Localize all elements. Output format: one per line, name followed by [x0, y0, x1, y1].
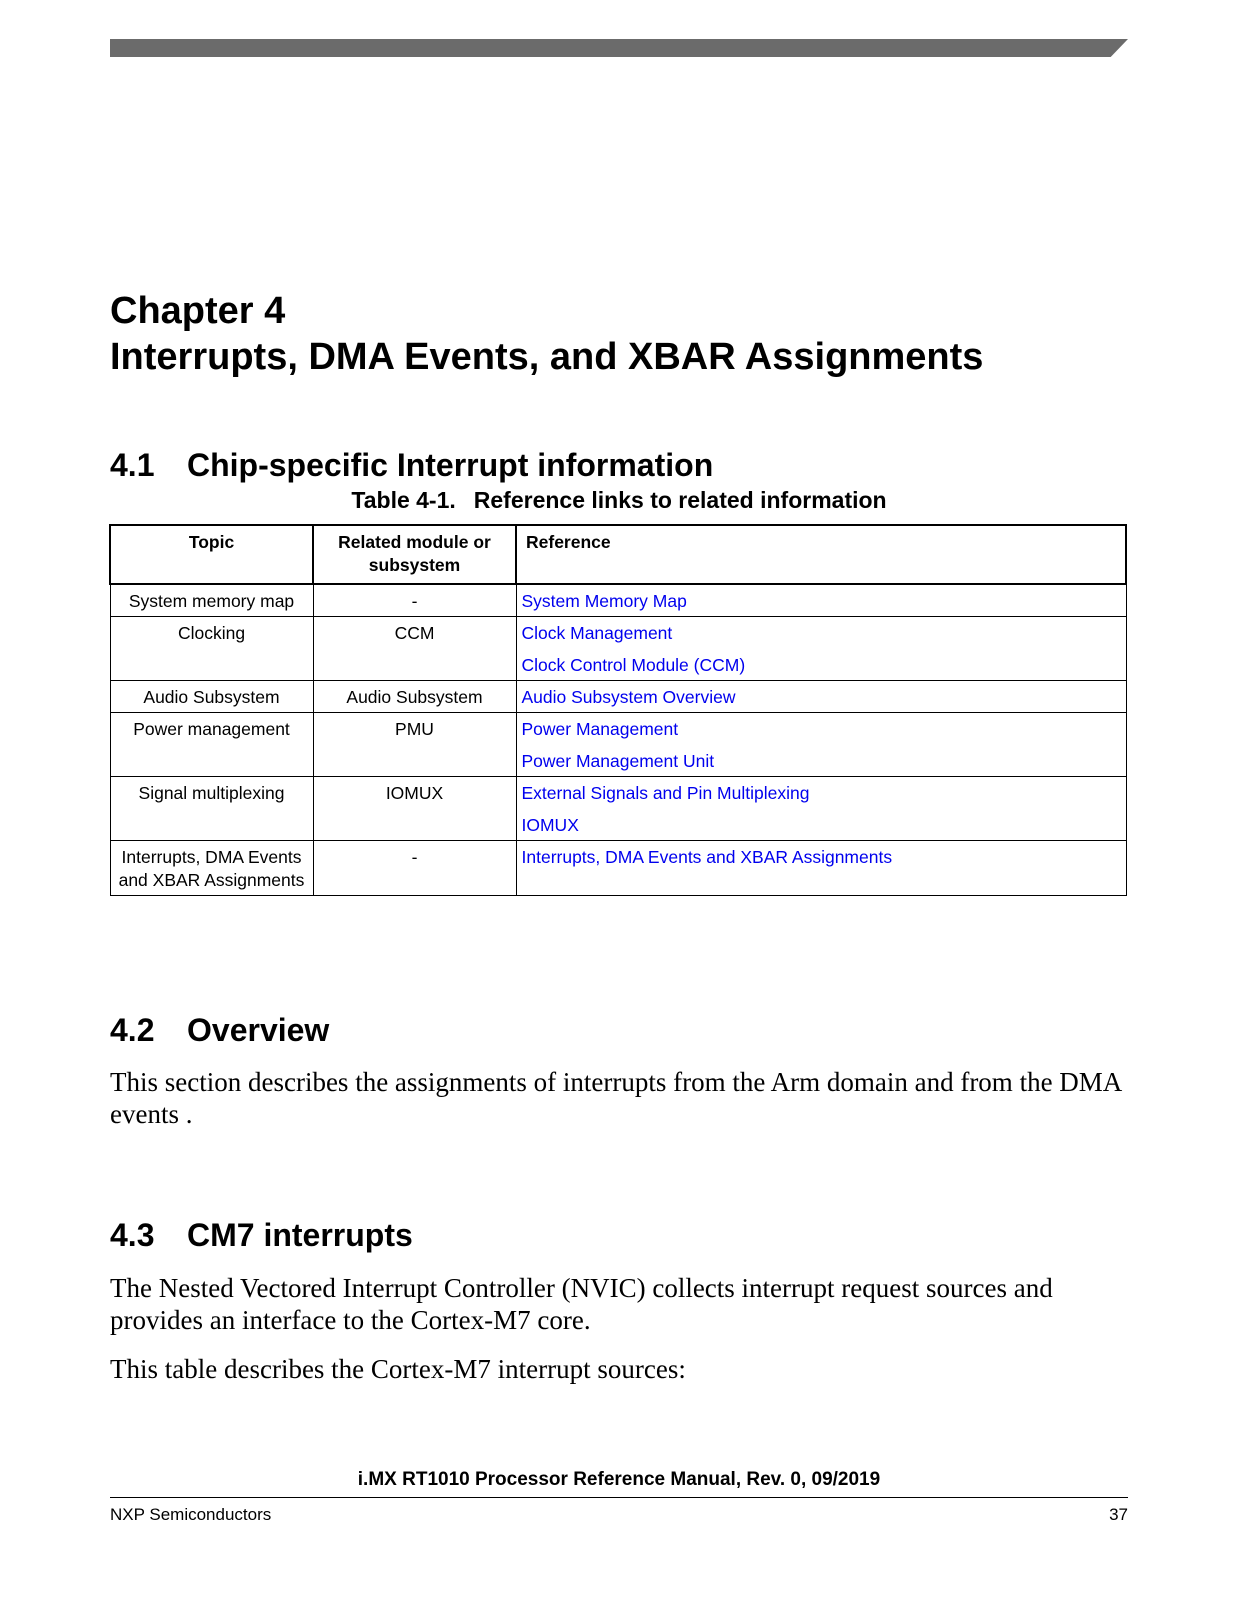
- reference-table: [109, 524, 1127, 896]
- module-cell: -: [313, 841, 516, 896]
- topic-cell: System memory map: [110, 584, 313, 617]
- header-bar: [110, 39, 1128, 57]
- topic-cell: Audio Subsystem: [110, 681, 313, 713]
- reference-cell: [516, 617, 1126, 681]
- table-caption-title: Reference links to related information: [473, 487, 887, 513]
- chapter-label: Chapter 4: [110, 290, 286, 332]
- reference-link[interactable]: Power Management Unit: [521, 751, 715, 771]
- reference-link[interactable]: Clock Control Module (CCM): [521, 655, 746, 675]
- cm7-paragraph-2: This table describes the Cortex-M7 interrupt sources:: [110, 1354, 686, 1384]
- section-number: 4.2: [110, 1012, 155, 1048]
- topic-cell: Interrupts, DMA Events and XBAR Assignments: [110, 841, 313, 896]
- table-row: [110, 584, 1126, 617]
- topic-cell: Power management: [110, 713, 313, 777]
- footer-company: NXP Semiconductors: [110, 1505, 272, 1524]
- reference-cell: [516, 681, 1126, 713]
- reference-link[interactable]: Clock Management: [521, 623, 673, 643]
- section-number: 4.1: [110, 447, 155, 483]
- overview-paragraph: This section describes the assignments of interrupts from the Arm domain and from the DMA events .: [110, 1067, 1121, 1129]
- section-4-2-heading: [110, 1011, 329, 1049]
- section-title: CM7 interrupts: [187, 1217, 413, 1253]
- topic-cell: Clocking: [110, 617, 313, 681]
- section-title: Chip-specific Interrupt information: [187, 447, 714, 483]
- table-row: [110, 617, 1126, 681]
- table-row: [110, 841, 1126, 896]
- reference-cell: [516, 584, 1126, 617]
- section-number: 4.3: [110, 1217, 155, 1253]
- section-4-3-heading: [110, 1216, 413, 1254]
- chapter-title: [110, 288, 983, 380]
- footer-divider: [110, 1497, 1128, 1498]
- section-4-1-heading: [110, 446, 713, 484]
- reference-link[interactable]: Audio Subsystem Overview: [521, 687, 736, 707]
- table-row: [110, 681, 1126, 713]
- module-cell: -: [313, 584, 516, 617]
- reference-cell: [516, 841, 1126, 896]
- reference-link[interactable]: External Signals and Pin Multiplexing: [521, 783, 810, 803]
- chapter-name: Interrupts, DMA Events, and XBAR Assignments: [110, 336, 984, 378]
- column-header-topic: Topic: [110, 525, 313, 584]
- footer-manual-title: i.MX RT1010 Processor Reference Manual, Rev. 0, 09/2019: [357, 1469, 881, 1490]
- module-cell: CCM: [313, 617, 516, 681]
- page-number: 37: [1109, 1505, 1128, 1524]
- module-cell: IOMUX: [313, 777, 516, 841]
- table-row: [110, 777, 1126, 841]
- column-header-reference: Reference: [516, 525, 1126, 584]
- reference-cell: [516, 713, 1126, 777]
- section-title: Overview: [187, 1012, 330, 1048]
- reference-cell: [516, 777, 1126, 841]
- reference-link[interactable]: Interrupts, DMA Events and XBAR Assignments: [521, 847, 893, 867]
- table-caption: [110, 486, 1128, 514]
- module-cell: Audio Subsystem: [313, 681, 516, 713]
- table-header-row: [110, 525, 1126, 584]
- table-caption-number: Table 4-1.: [351, 487, 456, 513]
- reference-link[interactable]: System Memory Map: [521, 591, 687, 611]
- table-row: [110, 713, 1126, 777]
- topic-cell: Signal multiplexing: [110, 777, 313, 841]
- reference-link[interactable]: Power Management: [521, 719, 679, 739]
- reference-link[interactable]: IOMUX: [521, 815, 579, 835]
- column-header-module: Related module or subsystem: [313, 525, 516, 584]
- cm7-paragraph-1: The Nested Vectored Interrupt Controller (NVIC) collects interrupt request sources and provides an interface to the Cortex-M7 core.: [110, 1273, 1053, 1335]
- module-cell: PMU: [313, 713, 516, 777]
